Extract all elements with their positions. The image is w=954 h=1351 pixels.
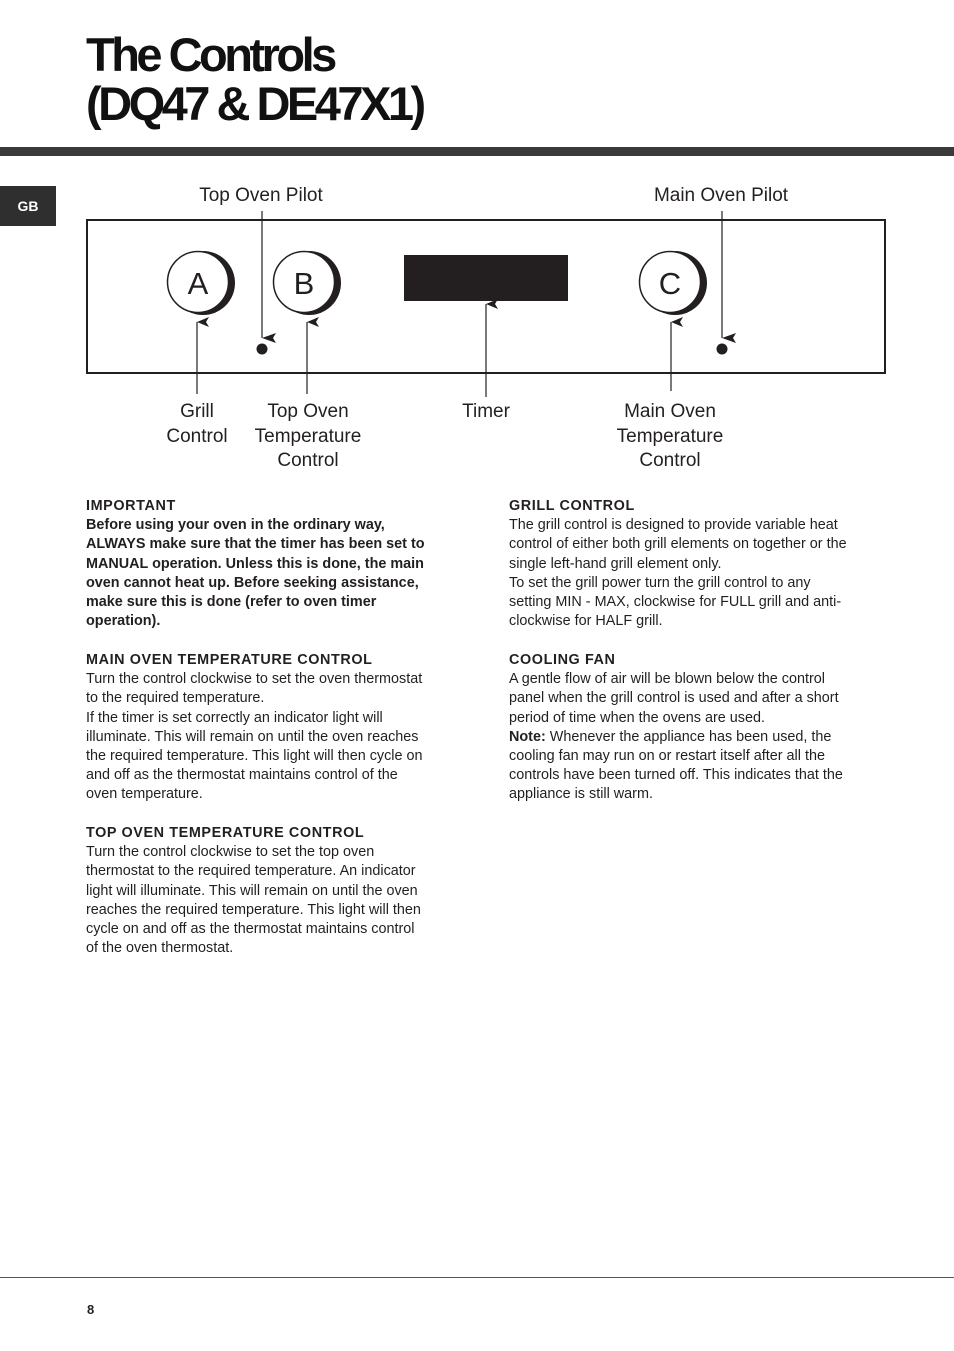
- main-oven-line-6: and off as the thermostat maintains control of the: [86, 767, 398, 784]
- grill-line-4: To set the grill power turn the grill control to any: [509, 574, 811, 591]
- cooling-fan-note-line-2: cooling fan may run on or restart itself after all the: [509, 748, 825, 765]
- cooling-fan-note-line-1: [509, 728, 899, 747]
- label-main-oven-temperature: [617, 401, 724, 471]
- grill-heading: GRILL CONTROL: [509, 498, 635, 514]
- svg-text:Control: Control: [639, 450, 701, 471]
- grill-line-1: The grill control is designed to provide variable heat: [509, 517, 838, 534]
- knob-c: [640, 251, 708, 315]
- svg-text:Control: Control: [277, 450, 339, 471]
- grill-line-6: clockwise for HALF grill.: [509, 613, 663, 630]
- main-oven-line-3: If the timer is set correctly an indicator light will: [86, 709, 383, 726]
- controls-diagram: [0, 170, 954, 480]
- page-title: [86, 30, 423, 128]
- important-line-3: MANUAL operation. Unless this is done, the main: [86, 555, 424, 572]
- section-grill-control: [509, 497, 899, 631]
- important-line-2: ALWAYS make sure that the timer has been set to: [86, 536, 425, 553]
- top-oven-line-6: of the oven thermostat.: [86, 940, 234, 957]
- footer-rule: [0, 1277, 954, 1278]
- top-oven-pilot-light: [257, 344, 268, 355]
- main-oven-line-7: oven temperature.: [86, 786, 203, 803]
- main-oven-pilot-light: [717, 344, 728, 355]
- main-oven-line-4: illuminate. This will remain on until the oven reaches: [86, 728, 419, 745]
- section-main-oven-temperature: [86, 651, 476, 805]
- grill-line-5: setting MIN - MAX, clockwise for FULL grill and anti-: [509, 594, 842, 611]
- top-oven-line-2: thermostat to the required temperature. An indicator: [86, 863, 416, 880]
- svg-text:Grill: Grill: [180, 401, 214, 422]
- language-tab: GB: [0, 186, 56, 226]
- svg-text:Control: Control: [166, 426, 228, 447]
- svg-text:Main Oven: Main Oven: [624, 401, 716, 422]
- title-line-1: The Controls: [86, 28, 334, 81]
- svg-text:Temperature: Temperature: [254, 426, 362, 447]
- label-timer: Timer: [462, 401, 510, 422]
- knob-b: [274, 251, 342, 315]
- main-oven-line-2: to the required temperature.: [86, 690, 265, 707]
- label-grill-control: [166, 401, 227, 447]
- label-top-oven-temperature: [255, 401, 362, 471]
- grill-line-3: single left-hand grill element only.: [509, 555, 722, 572]
- cooling-fan-heading: COOLING FAN: [509, 652, 616, 668]
- main-oven-heading: MAIN OVEN TEMPERATURE CONTROL: [86, 652, 373, 668]
- title-line-2: (DQ47 & DE47X1): [86, 77, 423, 130]
- grill-line-2: control of either both grill elements on together or the: [509, 536, 847, 553]
- timer-display: [404, 255, 568, 301]
- important-line-1: Before using your oven in the ordinary way,: [86, 517, 385, 534]
- knob-a: [168, 251, 236, 315]
- note-text-1: Whenever the appliance has been used, the: [545, 728, 832, 745]
- cooling-fan-line-1: A gentle flow of air will be blown below the control: [509, 671, 825, 688]
- main-oven-line-1: Turn the control clockwise to set the oven thermostat: [86, 671, 423, 688]
- important-line-6: operation).: [86, 613, 161, 630]
- header-rule: [0, 147, 954, 156]
- top-oven-heading: TOP OVEN TEMPERATURE CONTROL: [86, 825, 365, 841]
- cooling-fan-note-line-4: appliance is still warm.: [509, 786, 653, 803]
- page-number: 8: [87, 1302, 95, 1317]
- top-oven-line-1: Turn the control clockwise to set the top oven: [86, 844, 375, 861]
- svg-text:Temperature: Temperature: [616, 426, 724, 447]
- knob-a-letter: A: [187, 266, 209, 301]
- section-top-oven-temperature: [86, 824, 476, 958]
- svg-text:Top Oven: Top Oven: [267, 401, 349, 422]
- main-oven-line-5: the required temperature. This light will then cycle on: [86, 748, 423, 765]
- cooling-fan-line-3: period of time when the ovens are used.: [509, 709, 765, 726]
- important-line-5: make sure this is done (refer to oven timer: [86, 594, 377, 611]
- top-oven-line-4: reaches the required temperature. This light will then: [86, 901, 421, 918]
- section-important: [86, 497, 476, 631]
- top-oven-line-3: light will illuminate. This will remain on until the oven: [86, 882, 418, 899]
- note-label: Note:: [509, 728, 546, 745]
- important-heading: IMPORTANT: [86, 498, 176, 514]
- label-main-oven-pilot: Main Oven Pilot: [653, 185, 789, 206]
- section-cooling-fan: [509, 651, 899, 805]
- important-line-4: oven cannot heat up. Before seeking assistance,: [86, 574, 419, 591]
- label-top-oven-pilot: Top Oven Pilot: [199, 185, 323, 206]
- knob-b-letter: B: [293, 266, 315, 301]
- top-oven-line-5: cycle on and off as the thermostat maintains control: [86, 921, 415, 938]
- knob-c-letter: C: [658, 266, 682, 301]
- cooling-fan-line-2: panel when the grill control is used and after a short: [509, 690, 839, 707]
- cooling-fan-note-line-3: controls have been turned off. This indicates that the: [509, 767, 843, 784]
